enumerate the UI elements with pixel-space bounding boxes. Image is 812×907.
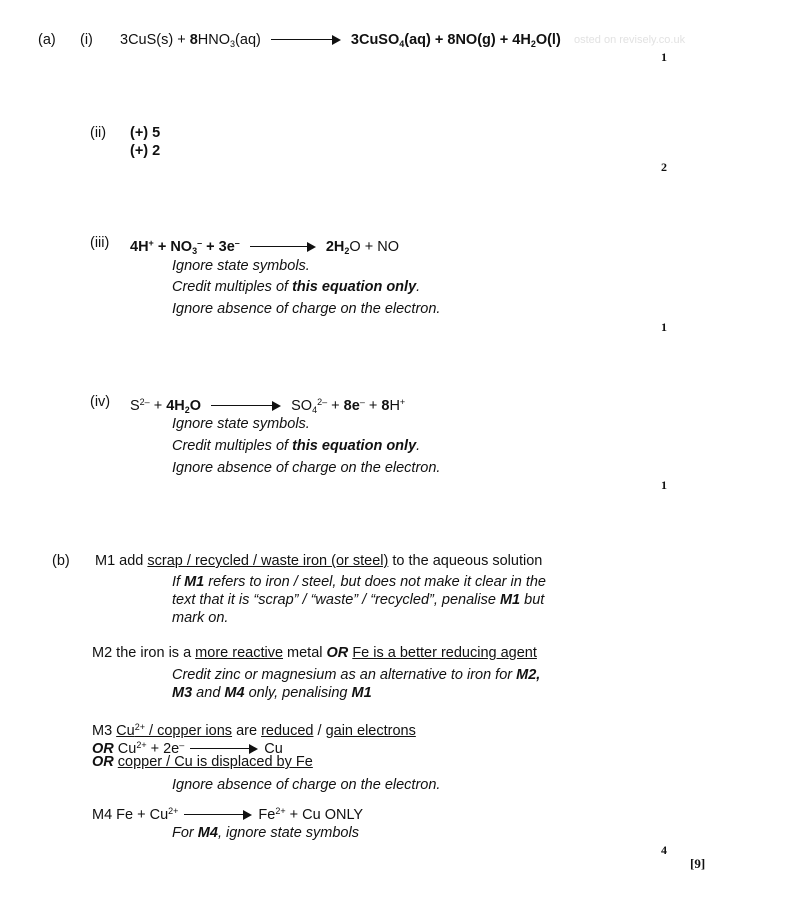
m2-answer: M2 the iron is a more reactive metal OR Fe is a better reducing agent bbox=[92, 645, 537, 661]
part-a-label: (a) bbox=[38, 32, 56, 48]
m4-note: For M4, ignore state symbols bbox=[172, 825, 359, 841]
mark-a-iv: 1 bbox=[661, 478, 667, 492]
mark-a-i: 1 bbox=[661, 50, 667, 64]
m1-note-3: mark on. bbox=[172, 610, 229, 626]
mark-a-iii: 1 bbox=[661, 320, 667, 334]
mark-a-ii: 2 bbox=[661, 160, 667, 174]
note-a-iii-3: Ignore absence of charge on the electron. bbox=[172, 301, 441, 317]
m2-note-2: M3 and M4 only, penalising M1 bbox=[172, 685, 372, 701]
part-a-ii-number: (ii) bbox=[90, 125, 107, 141]
m1-note-1: If M1 refers to iron / steel, but does not make it clear in the bbox=[172, 574, 546, 590]
mark-b: 4 bbox=[661, 843, 667, 857]
note-a-iv-2: Credit multiples of this equation only. bbox=[172, 438, 421, 454]
m3-note: Ignore absence of charge on the electron. bbox=[172, 777, 441, 793]
m3-alt-equation: OR $Cu^{2+} + 2e^-$ Cu bbox=[92, 740, 283, 757]
equation-a-iii: $4H^+ + NO_3^- + 3e^-$ $2H_2O$ + NO bbox=[130, 238, 399, 256]
m2-note-1: Credit zinc or magnesium as an alternative to iron for M2, bbox=[172, 667, 541, 683]
reaction-arrow bbox=[250, 242, 316, 252]
equation-a-i: $3CuS(s) + 8HNO_3(aq)$ 3CuSO$_4$(aq) + $8NO(g) + 4H_2O(l)$ bbox=[120, 32, 561, 49]
note-a-iii-1: Ignore state symbols. bbox=[172, 258, 310, 274]
watermark: osted on revisely.co.uk bbox=[574, 34, 686, 46]
part-a-iii-number: (iii) bbox=[90, 235, 110, 251]
part-a-iv-number: (iv) bbox=[90, 394, 111, 410]
part-a-i-number: (i) bbox=[80, 32, 93, 48]
m4-answer: M4 $Fe + Cu^{2+}$ $Fe^{2+} + Cu$ ONLY bbox=[92, 806, 364, 823]
note-a-iii-2: Credit multiples of this equation only. bbox=[172, 279, 421, 295]
m1-answer: M1 add scrap / recycled / waste iron (or steel) to the aqueous solution bbox=[95, 553, 543, 569]
m3-alt-answer: OR copper / Cu is displaced by Fe bbox=[92, 754, 313, 770]
part-b-label: (b) bbox=[52, 553, 70, 569]
answer-a-ii-2: (+) 2 bbox=[130, 143, 161, 159]
reaction-arrow bbox=[271, 35, 341, 45]
total-marks: [9] bbox=[690, 856, 706, 871]
note-a-iv-3: Ignore absence of charge on the electron. bbox=[172, 460, 441, 476]
note-a-iv-1: Ignore state symbols. bbox=[172, 416, 310, 432]
m1-note-2: text that it is “scrap” / “waste” / “recycled”, penalise M1 but bbox=[172, 592, 545, 608]
reaction-arrow bbox=[211, 401, 281, 411]
equation-a-iv: $S^{2-} + 4H_2O$ $SO_4^{2-} + 8e^- + 8H^+$ bbox=[130, 397, 406, 415]
m3-answer: M3 $Cu^{2+}$ / copper ions are reduced / gain electrons bbox=[92, 722, 416, 739]
reaction-arrow bbox=[184, 810, 252, 820]
answer-a-ii-1: (+) 5 bbox=[130, 125, 161, 141]
